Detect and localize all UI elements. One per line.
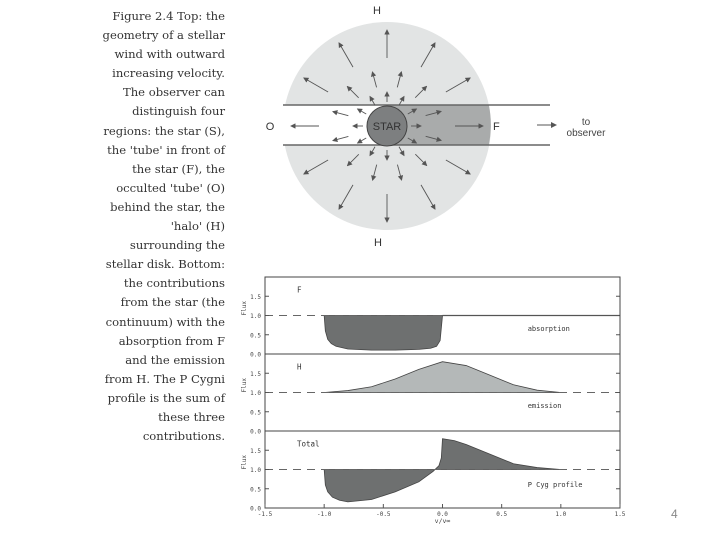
- profile-area-0: [324, 316, 442, 351]
- y-tick-label: 1.5: [250, 370, 261, 378]
- caption-line: behind the star, the: [110, 199, 225, 214]
- caption-line: Figure 2.4 Top: the: [112, 9, 225, 23]
- caption-line: from the star (the: [120, 295, 225, 310]
- x-tick-label: 0.0: [437, 511, 448, 518]
- caption-line: increasing velocity.: [112, 66, 225, 81]
- caption-line: occulted 'tube' (O): [116, 180, 225, 195]
- x-tick-label: -0.5: [376, 511, 391, 518]
- caption-line: wind with outward: [114, 47, 225, 62]
- y-tick-label: 1.0: [250, 467, 261, 474]
- y-axis-label: Flux: [241, 455, 248, 470]
- caption-line: absorption from F: [118, 333, 225, 348]
- y-tick-label: 1.5: [250, 447, 261, 455]
- x-tick-label: 1.5: [614, 511, 626, 518]
- halo-label-top: H: [373, 5, 381, 17]
- panel-label: Total: [296, 439, 320, 449]
- caption-line: from H. The P Cygni: [104, 371, 225, 386]
- stellar-wind-diagram: [260, 0, 640, 260]
- y-tick-label: 1.5: [250, 293, 261, 301]
- star-label: STAR: [372, 121, 402, 133]
- caption-line: these three: [158, 409, 225, 424]
- y-tick-label: 0.0: [250, 428, 261, 436]
- panel-annotation: P Cyg profile: [527, 480, 583, 489]
- y-tick-label: 1.0: [250, 313, 261, 320]
- profile-area-2: [324, 439, 561, 502]
- p-cygni-profile-chart: [228, 270, 638, 532]
- panel-annotation: absorption: [527, 324, 570, 333]
- caption-line: and the emission: [125, 352, 225, 367]
- y-tick-label: 0.0: [250, 351, 261, 359]
- caption-line: 'halo' (H): [170, 219, 225, 234]
- panel-annotation: emission: [527, 401, 562, 410]
- x-tick-label: 1.0: [555, 511, 567, 518]
- x-tick-label: -1.0: [316, 511, 332, 518]
- front-tube-label: F: [493, 121, 500, 133]
- y-tick-label: 0.5: [250, 486, 261, 494]
- caption-line: The observer can: [122, 85, 225, 100]
- x-tick-label: 0.5: [496, 511, 508, 518]
- x-axis-label: v/v∞: [434, 517, 451, 525]
- caption-line: regions: the star (S),: [103, 123, 225, 138]
- panel-label: F: [296, 285, 302, 295]
- y-tick-label: 0.5: [250, 332, 261, 340]
- caption-line: geometry of a stellar: [102, 28, 225, 43]
- caption-line: surrounding the: [129, 238, 225, 253]
- caption-line: distinguish four: [132, 104, 225, 119]
- caption-line: stellar disk. Bottom:: [105, 257, 225, 272]
- halo-label-bottom: H: [374, 237, 382, 249]
- caption-line: continuum) with the: [105, 314, 225, 329]
- y-tick-label: 0.0: [250, 505, 261, 513]
- profile-area-1: [324, 362, 561, 393]
- observer-label-1: to: [581, 117, 591, 128]
- x-tick-label: -1.5: [257, 511, 273, 518]
- y-tick-label: 0.5: [250, 409, 261, 417]
- caption-line: the star (F), the: [132, 161, 225, 176]
- figure-caption: [92, 7, 225, 446]
- caption-line: the 'tube' in front of: [107, 142, 225, 157]
- occulted-label: O: [265, 121, 275, 133]
- y-tick-label: 1.0: [250, 390, 261, 397]
- caption-line: profile is the sum of: [107, 390, 225, 405]
- y-axis-label: Flux: [241, 378, 248, 393]
- observer-label-2: observer: [566, 128, 606, 139]
- caption-line: the contributions: [123, 276, 225, 291]
- y-axis-label: Flux: [241, 301, 248, 316]
- page-number: 4: [671, 507, 678, 521]
- caption-line: contributions.: [142, 429, 225, 444]
- panel-label: H: [296, 362, 302, 372]
